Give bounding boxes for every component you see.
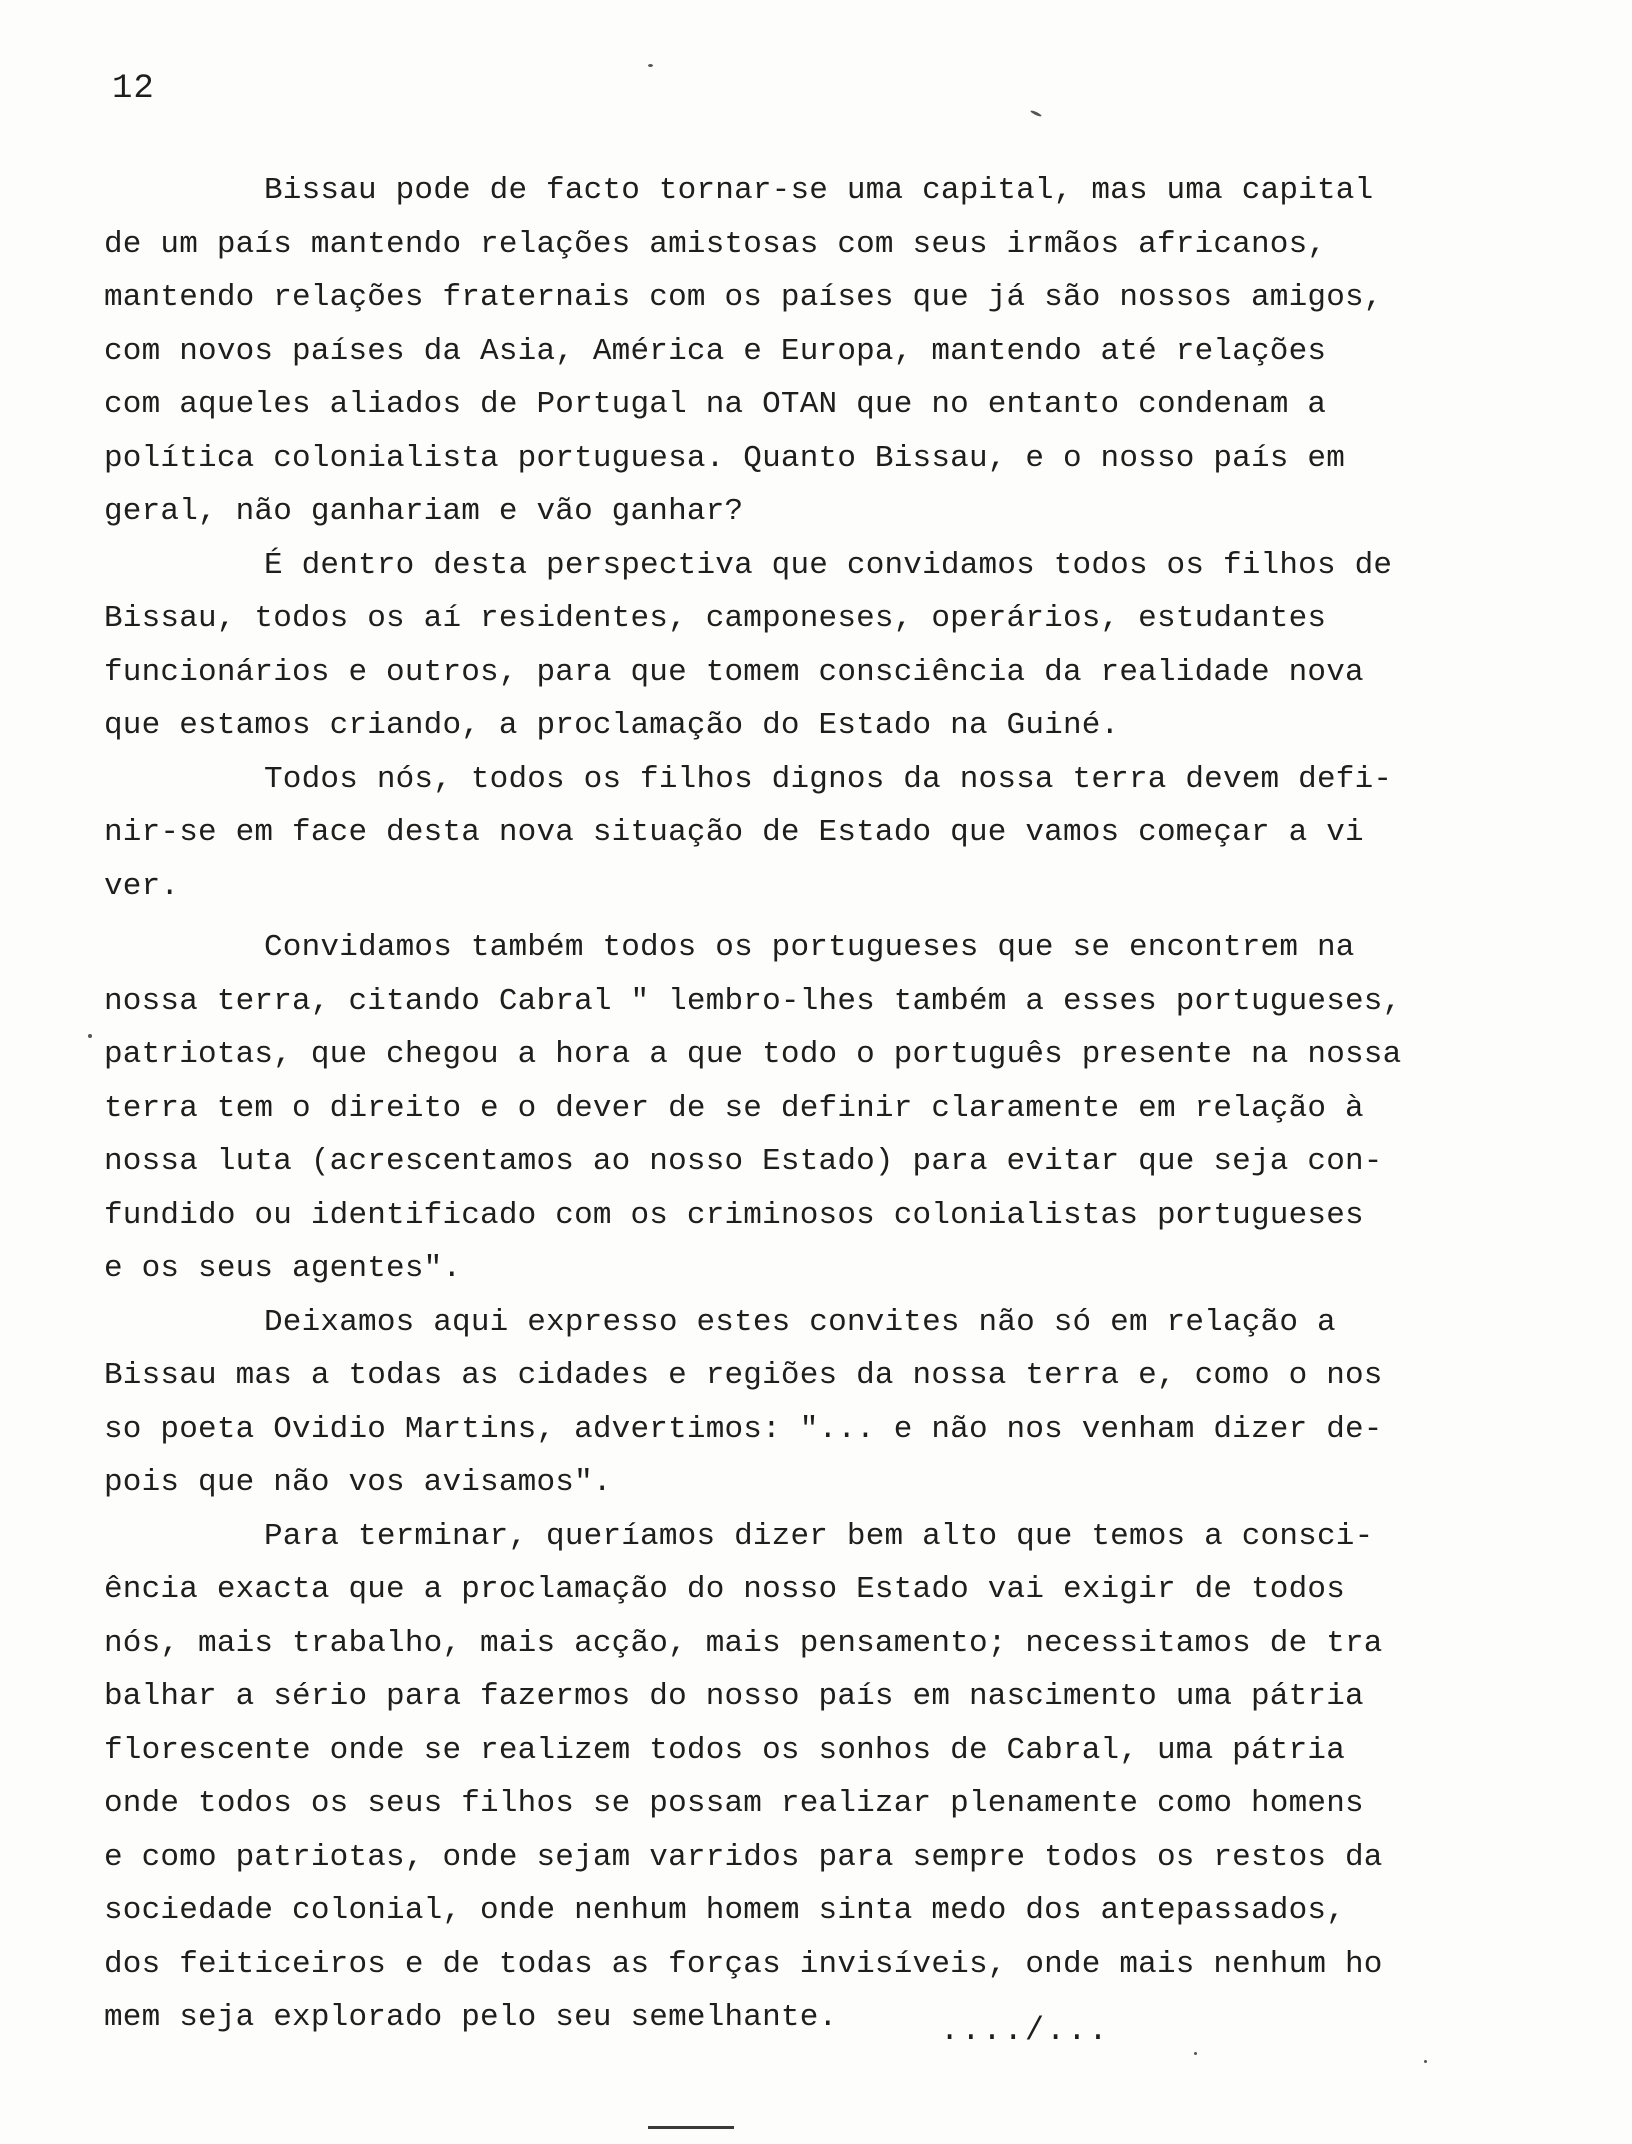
text-line: mem seja explorado pelo seu semelhante. xyxy=(104,2000,838,2035)
text-line: fundido ou identificado com os criminosos colonialistas portugueses xyxy=(104,1197,1364,1233)
text-line: terra tem o direito e o dever de se definir claramente em relação à xyxy=(104,1090,1364,1126)
text-line: so poeta Ovidio Martins, advertimos: "... e não nos venham dizer de- xyxy=(104,1411,1383,1447)
text-line: É dentro desta perspectiva que convidamos todos os filhos de xyxy=(264,547,1393,583)
text-line: florescente onde se realizem todos os sonhos de Cabral, uma pátria xyxy=(104,1732,1345,1768)
scan-speck xyxy=(648,64,653,67)
text-line: e os seus agentes". xyxy=(104,1251,462,1286)
text-line: onde todos os seus filhos se possam realizar plenamente como homens xyxy=(104,1786,1364,1821)
text-line: com aqueles aliados de Portugal na OTAN que no entanto condenam a xyxy=(104,387,1327,422)
text-line: Bissau pode de facto tornar-se uma capital, mas uma capital xyxy=(264,173,1374,208)
text-line: com novos países da Asia, América e Europa, mantendo até relações xyxy=(104,333,1327,369)
text-line: geral, não ganhariam e vão ganhar? xyxy=(104,494,744,529)
text-line: patriotas, que chegou a hora a que todo o português presente na nossa xyxy=(104,1037,1402,1072)
text-line: nós, mais trabalho, mais acção, mais pensamento; necessitamos de tra xyxy=(104,1625,1383,1661)
text-line: ver. xyxy=(104,868,180,904)
scan-speck xyxy=(1194,2052,1197,2055)
scan-speck xyxy=(88,1034,92,1038)
paragraph-gap xyxy=(104,913,1454,921)
scan-speck xyxy=(1424,2060,1427,2063)
bottom-rule xyxy=(648,2126,734,2129)
text-line: Todos nós, todos os filhos dignos da nossa terra devem defi- xyxy=(264,761,1393,797)
text-line: ência exacta que a proclamação do nosso Estado vai exigir de todos xyxy=(104,1572,1345,1607)
text-line: nossa terra, citando Cabral " lembro-lhes também a esses portugueses, xyxy=(104,983,1402,1019)
page-number: 12 xyxy=(112,70,155,108)
text-line: que estamos criando, a proclamação do Estado na Guiné. xyxy=(104,708,1120,743)
text-line: mantendo relações fraternais com os países que já são nossos amigos, xyxy=(104,280,1383,315)
continuation-mark: ..../... xyxy=(940,2012,1110,2049)
body-text xyxy=(104,164,1454,2045)
text-line: dos feiticeiros e de todas as forças invisíveis, onde mais nenhum ho xyxy=(104,1946,1383,1982)
text-line: pois que não vos avisamos". xyxy=(104,1465,612,1500)
scan-speck xyxy=(1030,110,1042,118)
text-line: Bissau, todos os aí residentes, camponeses, operários, estudantes xyxy=(104,601,1327,636)
text-line: funcionários e outros, para que tomem consciência da realidade nova xyxy=(104,654,1364,690)
text-line: Convidamos também todos os portugueses que se encontrem na xyxy=(264,930,1355,965)
text-line: de um país mantendo relações amistosas com seus irmãos africanos, xyxy=(104,226,1327,262)
text-line: política colonialista portuguesa. Quanto Bissau, e o nosso país em xyxy=(104,440,1345,476)
text-line: nir-se em face desta nova situação de Estado que vamos começar a vi xyxy=(104,815,1364,850)
text-line: balhar a sério para fazermos do nosso país em nascimento uma pátria xyxy=(104,1679,1364,1714)
text-line: Para terminar, queríamos dizer bem alto que temos a consci- xyxy=(264,1518,1374,1554)
text-line: e como patriotas, onde sejam varridos para sempre todos os restos da xyxy=(104,1839,1383,1875)
text-line: Bissau mas a todas as cidades e regiões da nossa terra e, como o nos xyxy=(104,1358,1383,1393)
text-line: Deixamos aqui expresso estes convites não só em relação a xyxy=(264,1304,1336,1340)
text-line: nossa luta (acrescentamos ao nosso Estado) para evitar que seja con- xyxy=(104,1144,1383,1179)
text-line: sociedade colonial, onde nenhum homem sinta medo dos antepassados, xyxy=(104,1893,1345,1928)
